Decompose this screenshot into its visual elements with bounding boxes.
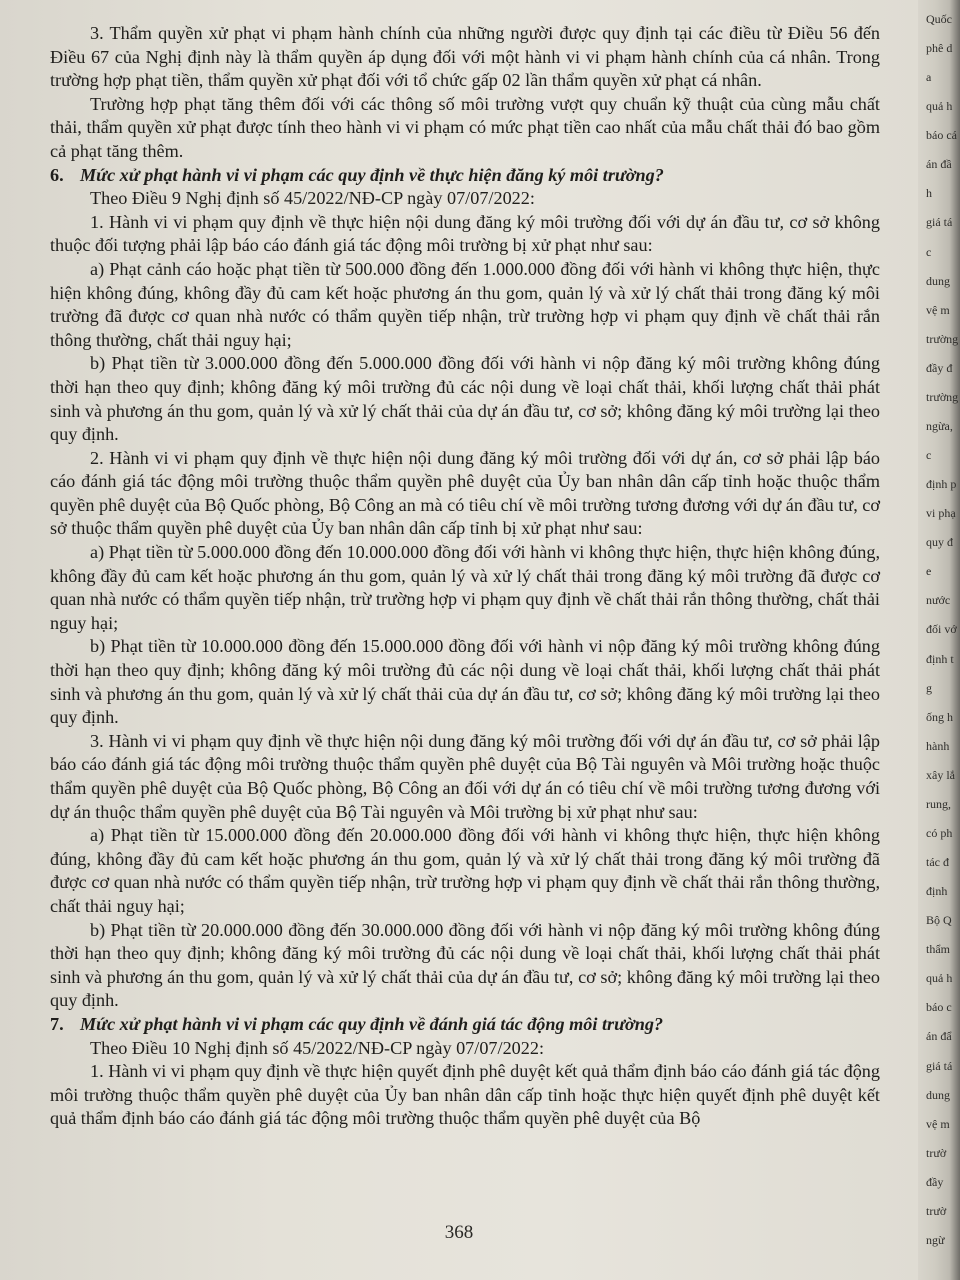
adjacent-page-fragment: trường (926, 331, 959, 346)
adjacent-page-fragment: đầy đ (926, 360, 953, 375)
adjacent-page-fragment: án đầ (926, 157, 952, 172)
body-paragraph: 1. Hành vi vi phạm quy định về thực hiện quyết định phê duyệt kết quả thẩm định báo cáo đánh giá tác động môi trường thuộc thẩm quyền phê duyệt của Ủy ban nhân dân cấp tỉnh hoặc thực hiện quyết định phê duyệt kết quả thẩm định báo cáo đánh giá tác động môi trường thuộc thẩm quyền phê duyệt của Bộ (50, 1061, 880, 1129)
adjacent-page-fragment: Quốc (926, 12, 952, 26)
body-paragraph: a) Phạt tiền từ 5.000.000 đồng đến 10.000.000 đồng đối với hành vi không thực hiện, thực hiện không đúng, không đầy đủ cam kết hoặc phương án thu gom, quản lý và xử lý chất thải trong đăng ký môi trường đã được cơ quan nhà nước có thẩm quyền tiếp nhận, trừ trường hợp vi phạm quy định về chất thải rắn thông thường, chất thải nguy hại; (50, 542, 880, 633)
body-paragraph: Theo Điều 10 Nghị định số 45/2022/NĐ-CP ngày 07/07/2022: (90, 1037, 544, 1058)
adjacent-page-edge (918, 0, 960, 1280)
adjacent-page-fragment: đầy (926, 1174, 944, 1189)
adjacent-page-fragment: đối vớ (926, 622, 957, 637)
adjacent-page-fragment: nước (926, 593, 951, 608)
adjacent-page-fragment: quy đ (926, 535, 953, 550)
adjacent-page-fragment: giá tá (926, 1058, 953, 1073)
body-paragraph: Theo Điều 9 Nghị định số 45/2022/NĐ-CP ngày 07/07/2022: (90, 188, 535, 209)
body-paragraph: b) Phạt tiền từ 10.000.000 đồng đến 15.000.000 đồng đối với hành vi nộp đăng ký môi trường không đúng thời hạn theo quy định; không đăng ký môi trường đủ các nội dung về loại chất thải, khối lượng chất thải phát sinh và phương án thu gom, quản lý và xử lý chất thải của dự án đầu tư, cơ sở; không đăng ký môi trường lại theo quy định. (50, 636, 880, 728)
adjacent-page-fragment: xây lắ (926, 767, 955, 782)
adjacent-page-fragment: định t (926, 651, 954, 666)
section-heading (50, 164, 880, 188)
page-number: 368 (444, 1222, 474, 1243)
adjacent-page-fragment: vệ m (926, 302, 950, 317)
adjacent-page-fragment: ngừ (926, 1232, 945, 1247)
section-number: 6. (50, 164, 64, 185)
section-title: Mức xử phạt hành vi vi phạm các quy định về thực hiện đăng ký môi trường? (80, 164, 664, 185)
adjacent-page-fragment: dung (926, 1087, 950, 1102)
adjacent-page-fragment: định p (926, 477, 957, 492)
adjacent-page-fragment: trườ (926, 1203, 947, 1218)
page-text (50, 22, 880, 1131)
section-number: 7. (50, 1013, 64, 1034)
body-paragraph: 2. Hành vi vi phạm quy định về thực hiện nội dung đăng ký môi trường đối với dự án, cơ sở phải lập báo cáo đánh giá tác động môi trường thuộc thẩm quyền phê duyệt của Ủy ban nhân dân cấp tỉnh hoặc thuộc thẩm quyền phê duyệt của Bộ Quốc phòng, Bộ Công an mà có tiêu chí về môi trường tương đương với dự án đầu tư, cơ sở thuộc thẩm quyền phê duyệt của Ủy ban nhân dân cấp tỉnh bị xử phạt như sau: (50, 447, 880, 539)
adjacent-page-fragment: Bộ Q (926, 913, 952, 928)
adjacent-page-fragment: dung (926, 273, 950, 288)
adjacent-page-fragment: ngừa, (926, 418, 953, 433)
adjacent-page-fragment: tác đ (926, 855, 949, 870)
body-paragraph: 1. Hành vi vi phạm quy định về thực hiện nội dung đăng ký môi trường đối với dự án đầu tư, cơ sở không thuộc đối tượng phải lập báo cáo đánh giá tác động môi trường bị xử phạt như sau: (50, 211, 880, 256)
adjacent-page-fragment: báo cá (926, 128, 957, 143)
adjacent-page-fragment: phê d (926, 41, 953, 56)
adjacent-page-fragment: hành (926, 738, 950, 753)
adjacent-page-fragment: giá tá (926, 215, 953, 230)
adjacent-page-fragment: e (926, 564, 932, 579)
section-heading (50, 1013, 880, 1037)
adjacent-page-fragment: g (926, 680, 932, 695)
adjacent-page-fragment: quả h (926, 99, 953, 114)
body-paragraph: b) Phạt tiền từ 20.000.000 đồng đến 30.000.000 đồng đối với hành vi nộp đăng ký môi trường không đúng thời hạn theo quy định; không đăng ký môi trường đủ các nội dung về loại chất thải, khối lượng chất thải phát sinh và phương án thu gom, quản lý và xử lý chất thải của dự án đầu tư, cơ sở; không đăng ký môi trường lại theo quy định. (50, 919, 880, 1011)
body-paragraph: 3. Thẩm quyền xử phạt vi phạm hành chính của những người được quy định tại các điều từ Điều 56 đến Điều 67 của Nghị định này là thẩm quyền áp dụng đối với một hành vi vi phạm hành chính của cá nhân. Trong trường hợp phạt tiền, thẩm quyền xử phạt đối với tổ chức gấp 02 lần thẩm quyền xử phạt cá nhân. (50, 23, 880, 91)
adjacent-page-fragment: c (926, 448, 932, 463)
adjacent-page-fragment: quả h (926, 971, 953, 986)
body-paragraph: 3. Hành vi vi phạm quy định về thực hiện nội dung đăng ký môi trường đối với dự án đầu tư, cơ sở phải lập báo cáo đánh giá tác động môi trường thuộc thẩm quyền phê duyệt của Bộ Tài nguyên và Môi trường hoặc thuộc thẩm quyền phê duyệt của Bộ Quốc phòng, Bộ Công an đối với dự án có tiêu chí về môi trường tương đương với dự án thuộc thẩm quyền phê duyệt của Bộ Tài nguyên và Môi trường bị xử phạt như sau: (50, 730, 880, 822)
body-paragraph: Trường hợp phạt tăng thêm đối với các thông số môi trường vượt quy chuẩn kỹ thuật của cùng mẫu chất thải, thẩm quyền xử phạt được tính theo hành vi vi phạm có mức phạt tiền cao nhất của mẫu chất thải đó bao gồm cả phạt tăng thêm. (50, 93, 880, 161)
adjacent-page-fragment: trường (926, 389, 959, 404)
body-paragraph: a) Phạt tiền từ 15.000.000 đồng đến 20.000.000 đồng đối với hành vi không thực hiện, thực hiện không đúng, không đầy đủ cam kết hoặc phương án thu gom, quản lý và xử lý chất thải trong đăng ký môi trường đã được cơ quan nhà nước có thẩm quyền tiếp nhận, trừ trường hợp vi phạm quy định về chất thải rắn thông thường, chất thải nguy hại; (50, 825, 880, 916)
adjacent-page-fragment: ống h (926, 709, 953, 724)
adjacent-page-fragment: vi phạ (926, 506, 956, 521)
adjacent-page-fragment: a (926, 70, 932, 85)
adjacent-page-fragment: rung, (926, 796, 951, 811)
body-paragraph: b) Phạt tiền từ 3.000.000 đồng đến 5.000.000 đồng đối với hành vi nộp đăng ký môi trường không đúng thời hạn theo quy định; không đăng ký môi trường đủ các nội dung về loại chất thải, khối lượng chất thải phát sinh và phương án thu gom, quản lý và xử lý chất thải của dự án đầu tư, cơ sở; không đăng ký môi trường lại theo quy định. (50, 353, 880, 445)
adjacent-page-fragment: có ph (926, 825, 953, 840)
adjacent-page-fragment: trườ (926, 1145, 947, 1160)
adjacent-page-fragment: h (926, 186, 932, 201)
adjacent-page-fragment: thẩm (926, 942, 950, 957)
section-title: Mức xử phạt hành vi vi phạm các quy định về đánh giá tác động môi trường? (80, 1013, 664, 1034)
adjacent-page-fragment: án đẩ (926, 1029, 952, 1044)
adjacent-page-fragment: định (926, 884, 948, 899)
adjacent-page-fragment: c (926, 244, 932, 259)
adjacent-page-fragment: báo c (926, 1000, 952, 1015)
body-paragraph: a) Phạt cảnh cáo hoặc phạt tiền từ 500.000 đồng đến 1.000.000 đồng đối với hành vi không thực hiện, thực hiện không đúng, không đầy đủ cam kết hoặc phương án thu gom, quản lý và xử lý chất thải trong đăng ký môi trường đã được cơ quan nhà nước có thẩm quyền tiếp nhận, trừ trường hợp vi phạm quy định về chất thải rắn thông thường, chất thải nguy hại; (50, 258, 880, 350)
adjacent-page-fragment: vệ m (926, 1116, 950, 1131)
